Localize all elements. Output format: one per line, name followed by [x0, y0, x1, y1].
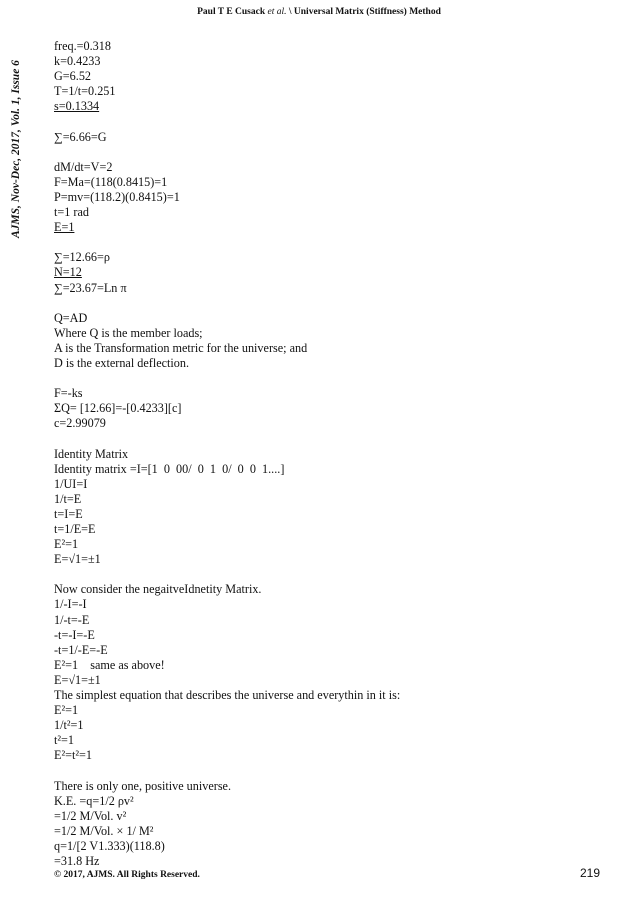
text-line: 1/t²=1	[54, 718, 84, 733]
text-line: N=12	[54, 265, 82, 280]
blank-line	[54, 145, 614, 160]
text-line: Identity Matrix	[54, 446, 129, 461]
text-line: s=0.1334	[54, 99, 100, 114]
running-header	[0, 7, 638, 17]
text-line: Now consider the negaitveIdnetity Matrix.	[54, 582, 262, 597]
text-line: E²=1	[54, 537, 79, 552]
text-line: ΣQ= [12.66]=-[0.4233][c]	[54, 401, 182, 416]
text-line: Where Q is the member loads;	[54, 325, 203, 340]
text-line: ∑=12.66=ρ	[54, 250, 110, 265]
text-line: 1/t=E	[54, 491, 82, 506]
text-line: K.E. =q=1/2 ρv²	[54, 793, 134, 808]
blank-line	[54, 764, 614, 779]
text-line: E=√1=±1	[54, 552, 101, 567]
header-title: \ Universal Matrix (Stiffness) Method	[288, 7, 441, 17]
text-line: 1/-I=-I	[54, 597, 87, 612]
blank-line	[54, 567, 614, 582]
blank-line	[54, 114, 614, 129]
text-line: t=1 rad	[54, 205, 89, 220]
text-line: G=6.52	[54, 69, 92, 84]
text-line: F=-ks	[54, 386, 83, 401]
blank-line	[54, 431, 614, 446]
text-line: t=I=E	[54, 506, 83, 521]
text-line: Q=AD	[54, 310, 88, 325]
document-body	[54, 39, 614, 869]
text-line: Identity matrix =I=[1 0 00/ 0 1 0/ 0 0 1....]	[54, 461, 285, 476]
text-line: 1/-t=-E	[54, 612, 90, 627]
text-line: q=1/[2 V1.333)(118.8)	[54, 838, 165, 853]
text-line: E=√1=±1	[54, 672, 101, 687]
text-line: c=2.99079	[54, 416, 106, 431]
text-line: t=1/E=E	[54, 522, 96, 536]
text-line: ∑=6.66=G	[54, 129, 107, 144]
text-line: 1/UI=I	[54, 476, 88, 491]
text-line: F=Ma=(118(0.8415)=1	[54, 174, 168, 189]
text-line: -t=1/-E=-E	[54, 642, 108, 657]
text-line: t²=1	[54, 733, 75, 748]
journal-sidebar-label	[8, 8, 24, 238]
page-number: 219	[579, 866, 600, 880]
blank-line	[54, 371, 614, 386]
text-line: =1/2 M/Vol. v²	[54, 808, 127, 823]
text-line: T=1/t=0.251	[54, 84, 116, 99]
text-line: D is the external deflection.	[54, 355, 190, 370]
text-line: E=1	[54, 220, 75, 235]
sidebar-text: AJMS, Nov-Dec, 2017, Vol. 1, Issue 6	[10, 60, 22, 238]
text-line: ∑=23.67=Ln π	[54, 280, 127, 295]
text-line: freq.=0.318	[54, 39, 111, 53]
text-line: dM/dt=V=2	[54, 159, 113, 174]
text-line: The simplest equation that describes the universe and everythin in it is:	[54, 688, 401, 703]
text-line: A is the Transformation metric for the universe; and	[54, 340, 308, 355]
blank-line	[54, 296, 614, 311]
text-line: There is only one, positive universe.	[54, 778, 232, 793]
blank-line	[54, 235, 614, 250]
text-line: =1/2 M/Vol. × 1/ M²	[54, 823, 154, 838]
text-line: E²=1 same as above!	[54, 657, 165, 672]
text-line: -t=-I=-E	[54, 627, 95, 642]
header-author: Paul T E Cusack	[197, 7, 266, 17]
text-line: E²=t²=1	[54, 748, 92, 763]
text-line: k=0.4233	[54, 54, 101, 69]
text-line: E²=1	[54, 703, 79, 718]
text-line: =31.8 Hz	[54, 854, 100, 869]
copyright-footer: © 2017, AJMS. All Rights Reserved.	[54, 870, 200, 880]
header-etal: et al.	[267, 7, 287, 17]
text-line: P=mv=(118.2)(0.8415)=1	[54, 189, 180, 204]
